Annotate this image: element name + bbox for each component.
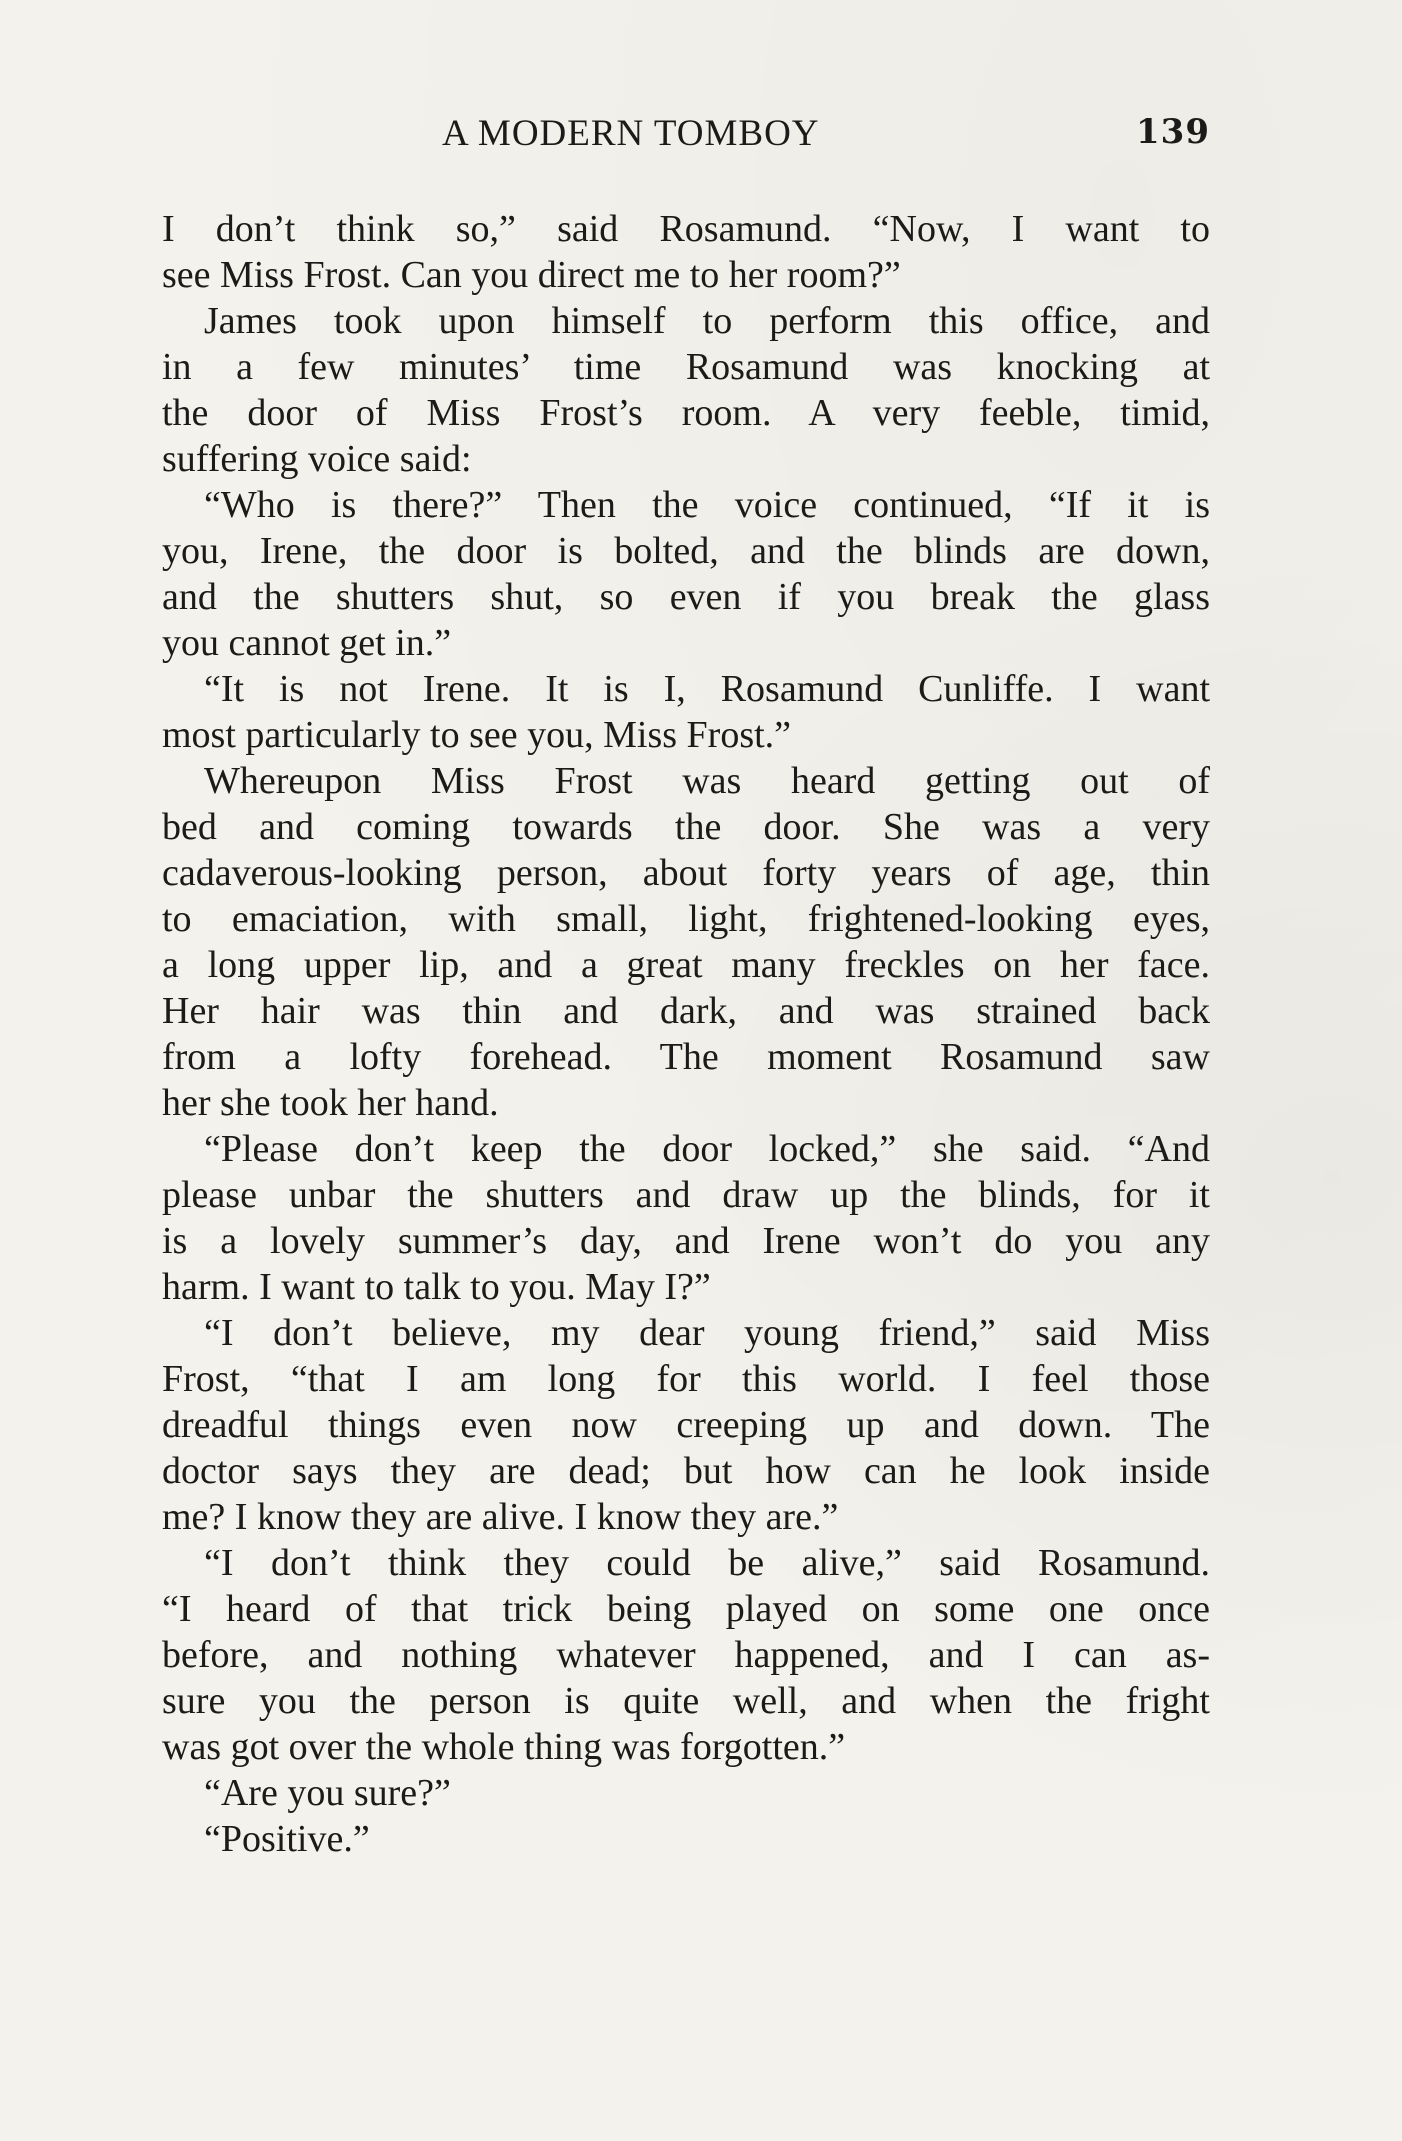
text-line: suffering voice said: — [162, 438, 472, 480]
text-line: is a lovely summer’s day, and Irene won’t do you any — [162, 1220, 1210, 1262]
body-text — [162, 206, 1210, 1862]
text-line: her she took her hand. — [162, 1082, 499, 1124]
text-line: “I don’t think they could be alive,” said Rosamund. — [204, 1542, 1210, 1584]
text-line: see Miss Frost. Can you direct me to her room?” — [162, 254, 901, 296]
text-line: I don’t think so,” said Rosamund. “Now, I want to — [162, 208, 1210, 250]
text-line: you, Irene, the door is bolted, and the blinds are down, — [162, 530, 1210, 572]
text-line: the door of Miss Frost’s room. A very feeble, timid, — [162, 392, 1210, 434]
text-line: please unbar the shutters and draw up the blinds, for it — [162, 1174, 1210, 1216]
text-line: doctor says they are dead; but how can he look inside — [162, 1450, 1210, 1492]
text-line: “I don’t believe, my dear young friend,” said Miss — [204, 1312, 1210, 1354]
page-number: 139 — [1136, 112, 1210, 152]
text-line: cadaverous-looking person, about forty years of age, thin — [162, 852, 1210, 894]
text-line: to emaciation, with small, light, frightened-looking eyes, — [162, 898, 1210, 940]
text-line: before, and nothing whatever happened, and I can as- — [162, 1634, 1210, 1676]
text-line: from a lofty forehead. The moment Rosamund saw — [162, 1036, 1210, 1078]
text-line: most particularly to see you, Miss Frost.” — [162, 714, 792, 756]
text-line: dreadful things even now creeping up and down. The — [162, 1404, 1210, 1446]
text-line: Whereupon Miss Frost was heard getting out of — [204, 760, 1210, 802]
text-line: in a few minutes’ time Rosamund was knocking at — [162, 346, 1210, 388]
text-line: sure you the person is quite well, and when the fright — [162, 1680, 1210, 1722]
text-line: and the shutters shut, so even if you break the glass — [162, 576, 1210, 618]
running-header — [160, 112, 1210, 162]
text-line: “I heard of that trick being played on some one once — [162, 1588, 1210, 1630]
text-line: “Positive.” — [204, 1818, 370, 1860]
text-line: Her hair was thin and dark, and was strained back — [162, 990, 1210, 1032]
text-line: bed and coming towards the door. She was a very — [162, 806, 1210, 848]
text-line: was got over the whole thing was forgotten.” — [162, 1726, 846, 1768]
text-line: “It is not Irene. It is I, Rosamund Cunliffe. I want — [204, 668, 1210, 710]
text-line: “Please don’t keep the door locked,” she said. “And — [204, 1128, 1210, 1170]
text-line: “Who is there?” Then the voice continued, “If it is — [204, 484, 1210, 526]
text-line: James took upon himself to perform this office, and — [204, 300, 1210, 342]
text-line: Frost, “that I am long for this world. I feel those — [162, 1358, 1210, 1400]
text-line: “Are you sure?” — [204, 1772, 451, 1814]
text-line: a long upper lip, and a great many freckles on her face. — [162, 944, 1210, 986]
text-line: you cannot get in.” — [162, 622, 452, 664]
running-title: A MODERN TOMBOY — [442, 113, 820, 154]
text-line: me? I know they are alive. I know they are.” — [162, 1496, 839, 1538]
text-line: harm. I want to talk to you. May I?” — [162, 1266, 711, 1308]
